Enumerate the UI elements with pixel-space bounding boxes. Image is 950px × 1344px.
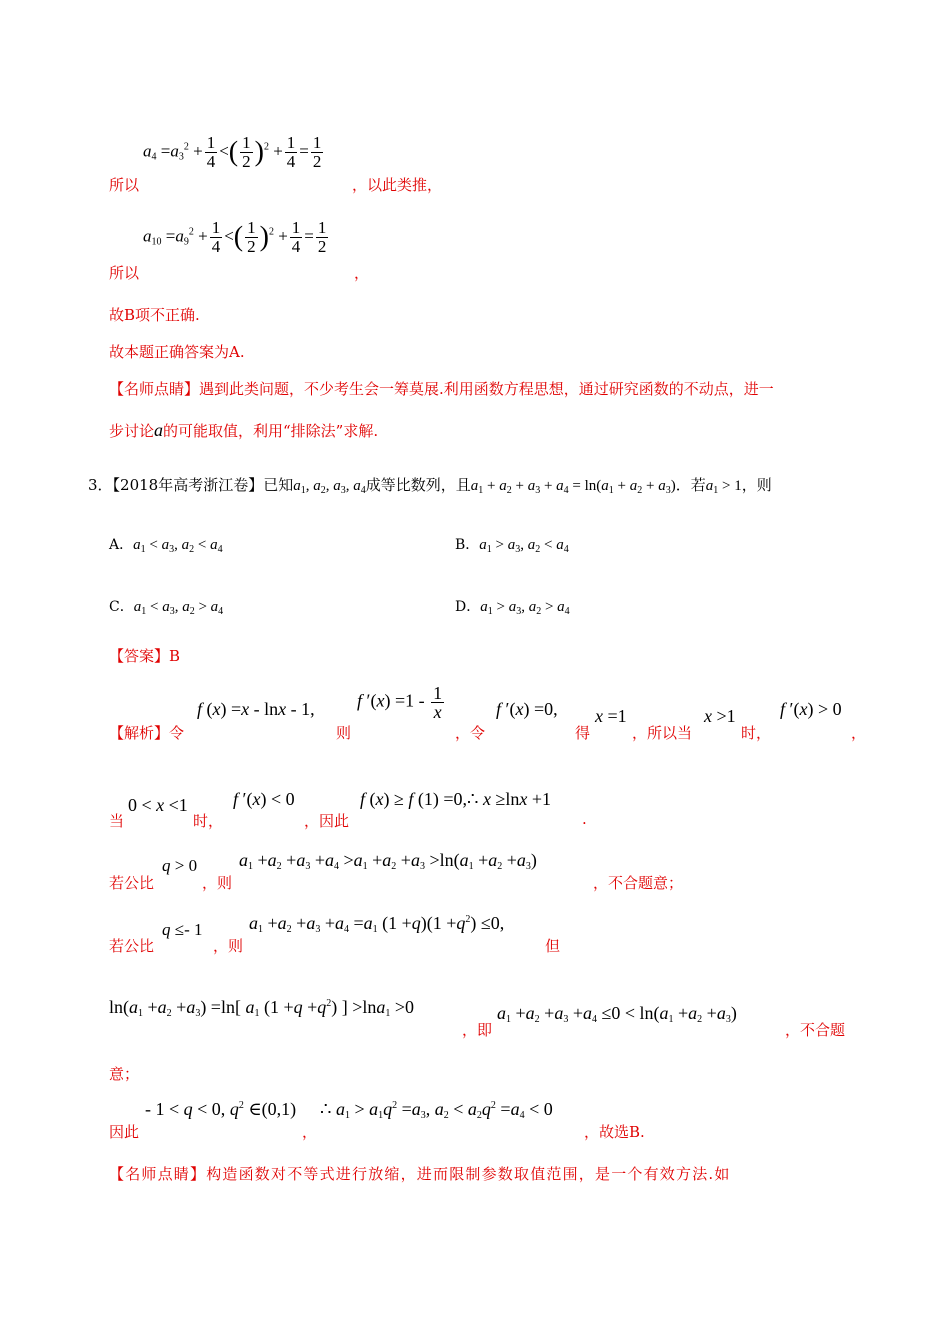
text-ruo-2: 若公比 — [109, 937, 155, 955]
text-buhe-2a: ，不合题 — [785, 1021, 846, 1039]
text-ji: ，即 — [462, 1021, 493, 1039]
tip1-line1 — [109, 378, 774, 399]
tip1-line2 — [109, 420, 378, 441]
tip1-tag: 【名师点睛】 — [109, 380, 200, 398]
text-yinci-2: 因此 — [109, 1123, 140, 1141]
formula-therefore: ∴ $a_1 > a_1q^2 =a_3$, $a_2 < a_2q^2 =a_4 < 0$ — [320, 1099, 553, 1121]
option-d[interactable] — [455, 596, 570, 617]
jiexi-suoyi: ，所以当 — [632, 724, 693, 742]
q3-seq: $a_1$, $a_2$, $a_3$, $a_4$ — [293, 478, 366, 496]
answer-value: B — [169, 647, 181, 665]
text-buhe-1: ，不合题意； — [593, 874, 684, 892]
jiexi-ling2: ，令 — [455, 724, 486, 742]
tip2-text: 构造函数对不等式进行放缩，进而限制参数取值范围，是一个有效方法.如 — [206, 1165, 731, 1183]
text-yicileitui: ，以此类推， — [352, 176, 443, 194]
text-period: . — [582, 810, 587, 828]
text-ze-2: ，则 — [213, 937, 244, 955]
formula-q-le-minus-1: q ≤- 1 — [162, 920, 203, 939]
text-ze-1: ，则 — [202, 874, 233, 892]
tip1-line2b: 的可能取值，利用“排除法”求解. — [163, 422, 379, 440]
formula-sum-gt: $a_1 +a_2 +a_3 +a_4 >a_1 +a_2 +a_3 >\ln(a_1 +a_2 +a_3)$ — [239, 850, 537, 872]
formula-ln-gt-0: $\ln(a_1 +a_2 +a_3) =\ln$[ $a_1$ $(1 +q +q^2)$ ] >lna$_1$ >0 — [109, 997, 415, 1019]
option-a[interactable] — [109, 534, 223, 555]
text-shi2: 时， — [193, 812, 224, 830]
answer-tag: 【答案】 — [109, 647, 170, 665]
jiexi-tag-text: 【解析】 — [109, 724, 170, 742]
text-suoyi-2: 所以 — [109, 264, 140, 282]
option-d-label: D． — [455, 599, 481, 615]
text-comma-2: ， — [302, 1123, 318, 1141]
formula-q-gt-0: q > 0 — [162, 856, 198, 875]
q3-if: ．若 — [675, 476, 706, 494]
formula-fprime-lt-0: f ′(x) < 0 — [233, 789, 295, 809]
formula-fprime: f ′(x) =1 - $\frac{1}{x}$ — [357, 683, 443, 722]
text-conclusion-b: 故B项不正确. — [109, 306, 200, 324]
formula-sum-le-0: $a_1 +a_2 +a_3 +a_4 =a_1$ $(1 +q)(1 +q^2) \le 0$, — [249, 913, 505, 935]
q3-condition: $a_1 + a_2 + a_3 + a_4 = \ln(a_1 + a_2 + a_3)$ — [470, 478, 676, 496]
option-a-formula: $a_1 < a_3$, $a_2 < a_4$ — [133, 537, 223, 555]
formula-f-ge: f (x) ≥ f (1) =0,∴ x ≥lnx +1 — [360, 789, 552, 809]
formula-fprime-zero: f ′(x) =0, — [496, 699, 558, 719]
q3-source: 【2018年高考浙江卷】 — [112, 476, 264, 494]
q3-number: 3． — [88, 476, 113, 494]
text-buhe-2b: 意； — [109, 1065, 140, 1083]
q3-known: 已知 — [263, 476, 294, 494]
jiexi-comma: ， — [851, 724, 867, 742]
tip1-text: 遇到此类问题，不少考生会一筹莫展.利用函数方程思想，通过研究函数的不动点，进一 — [199, 380, 774, 398]
formula-a4: $a_4 =a_3^2$ + $\frac{1}{4}$ <( $\frac{1}{2}$ )$^2$ + $\frac{1}{4}$ = $\frac{1}{2}$ — [143, 133, 322, 171]
option-b-formula: $a_1 > a_3$, $a_2 < a_4$ — [479, 537, 569, 555]
text-comma-a10: ， — [354, 264, 370, 282]
text-answer-a: 故本题正确答案为A. — [109, 343, 245, 361]
option-c-formula: $a_1 < a_3$, $a_2 > a_4$ — [133, 599, 224, 617]
answer-line — [109, 645, 180, 666]
text-ruo-1: 若公比 — [109, 874, 155, 892]
jiexi-shi: 时， — [741, 724, 772, 742]
tip2-tag: 【名师点睛】 — [109, 1165, 207, 1183]
jiexi-de: 得 — [575, 724, 591, 742]
option-a-label: A． — [109, 537, 134, 553]
formula-fx: f (x) =x - lnx - 1, — [197, 699, 315, 719]
tip2-line — [109, 1163, 731, 1184]
formula-0-x-1: 0 < x <1 — [128, 795, 188, 815]
text-dang: 当 — [109, 812, 125, 830]
option-d-formula: $a_1 > a_3$, $a_2 > a_4$ — [480, 599, 570, 617]
text-dan: 但 — [545, 937, 561, 955]
formula-q-interval: - 1 < q < 0, $q^2$ ∈(0,1) — [145, 1099, 297, 1119]
text-yinci: ，因此 — [304, 812, 350, 830]
q3-line — [88, 474, 772, 496]
option-b-label: B． — [455, 537, 480, 553]
q3-a1-gt-1: $a_1 > 1$ — [705, 478, 742, 496]
var-a: a — [154, 420, 164, 440]
option-c[interactable] — [109, 596, 223, 617]
formula-fprime-gt-0: f ′(x) > 0 — [780, 699, 842, 719]
q3-mid: 成等比数列，且 — [365, 476, 471, 494]
jiexi-tag — [109, 722, 184, 743]
q3-then: ，则 — [741, 476, 772, 494]
option-c-label: C． — [109, 599, 134, 615]
text-suoyi-1: 所以 — [109, 176, 140, 194]
text-guxuan: ，故选B. — [584, 1123, 645, 1141]
option-b[interactable] — [455, 534, 569, 555]
formula-a10: $a_{10} =a_9^2$ + $\frac{1}{4}$ <( $\frac{1}{2}$ )$^2$ + $\frac{1}{4}$ = $\frac{1}{2}$ — [143, 218, 327, 256]
jiexi-ling: 令 — [169, 724, 185, 742]
formula-sum-le-ln: $a_1 +a_2 +a_3 +a_4 \le 0 < \ln(a_1 +a_2 +a_3)$ — [497, 1003, 737, 1025]
jiexi-ze: 则 — [336, 724, 352, 742]
formula-x-eq-1: x =1 — [595, 706, 627, 726]
formula-x-gt-1: x >1 — [704, 706, 736, 726]
tip1-line2a: 步讨论 — [109, 422, 155, 440]
